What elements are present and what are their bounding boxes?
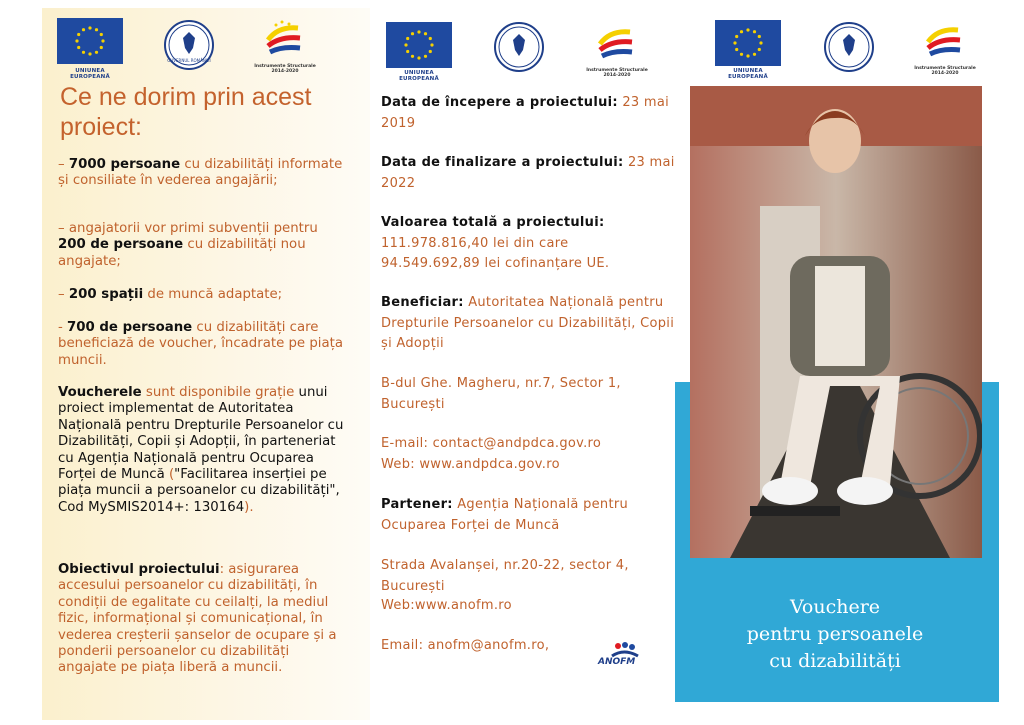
structural-instruments-icon-middle	[594, 22, 640, 66]
bullet-4-text: cu dizabilități care beneficiază de voucher, încadrate pe piața muncii.	[58, 320, 343, 368]
end-date-value: 23 mai 2022	[381, 155, 675, 191]
vouchers-mid: sunt disponibile grație	[141, 385, 299, 400]
bullet-3-text: de muncă adaptate;	[143, 287, 283, 302]
beneficiary-email[interactable]: E-mail: contact@andpdca.gov.ro	[381, 436, 602, 451]
vouchers-black: unui proiect implementat de Autoritatea Națională pentru Drepturile Persoanelor cu Dizabilități, Copii și Adopții, în parteneriat cu Agenția Națională pentru Ocuparea Forței de Muncă	[58, 385, 344, 483]
end-date	[381, 153, 676, 194]
bullet-2	[58, 221, 348, 270]
partner-address-line1: Strada Avalanșei, nr.20-22, sector 4,	[381, 558, 629, 573]
beneficiary-value: Autoritatea Națională pentru Drepturile Persoanelor cu Dizabilități, Copii și Adopții	[381, 295, 675, 351]
brochure-title	[700, 594, 970, 675]
bullet-3	[58, 287, 348, 303]
vouchers-open: (	[164, 467, 175, 483]
partner-email[interactable]: Email: anofm@anofm.ro,	[381, 638, 550, 653]
partner-label: Partener:	[381, 497, 453, 512]
project-value	[381, 213, 676, 275]
start-date-label: Data de începere a proiectului:	[381, 95, 618, 110]
structural-instruments-icon-right	[922, 20, 968, 64]
woman-in-wheelchair-photo	[690, 86, 982, 558]
title-line-2: pentru persoanele	[746, 623, 924, 645]
is-years: 2014-2020	[271, 69, 299, 75]
partner	[381, 495, 676, 536]
eu-label-right: UNIUNEA EUROPEANĂ	[728, 68, 768, 80]
government-seal-icon-middle	[494, 22, 544, 72]
eu-flag-icon-middle	[386, 22, 452, 68]
vouchers-bold: Voucherele	[58, 385, 142, 400]
beneficiary	[381, 293, 676, 355]
partner-address	[381, 556, 676, 597]
objective-colon: : asigurarea	[219, 562, 300, 577]
beneficiary-address: B-dul Ghe. Magheru, nr.7, Sector 1, București	[381, 376, 621, 412]
partner-address-line2: București	[381, 578, 445, 594]
bullet-3-bold: 200 spații	[68, 287, 144, 302]
objective-paragraph	[58, 562, 348, 677]
project-value-line2: 94.549.692,89 lei cofinanțare UE.	[381, 256, 610, 271]
is-label-middle	[585, 68, 649, 79]
bullet-4-dash: -	[58, 320, 68, 335]
is-label	[253, 64, 317, 75]
is-years-middle: 2014-2020	[603, 73, 631, 79]
vouchers-quote: "Facilitarea inserției pe piața muncii a persoanelor cu dizabilități", Cod MySMIS2014+: 130164	[58, 467, 340, 515]
government-seal-icon-right	[824, 22, 874, 72]
anofm-label: ANOFM	[598, 657, 636, 667]
start-date	[381, 93, 676, 134]
vouchers-close: ).	[244, 499, 254, 515]
government-seal-icon	[164, 20, 214, 70]
eu-flag-icon	[57, 18, 123, 64]
project-value-line1: 111.978.816,40 lei din care	[381, 235, 569, 251]
page-heading: Ce ne dorim prin acest proiect:	[60, 83, 312, 141]
bullet-3-dash: –	[58, 287, 69, 302]
partner-value: Agenția Națională pentru Ocuparea Forței de Muncă	[381, 497, 629, 533]
is-label-right	[913, 66, 977, 77]
end-date-label: Data de finalizare a proiectului:	[381, 155, 624, 170]
title-line-1: Vouchere	[789, 596, 881, 618]
objective-bold: Obiectivul proiectului	[58, 562, 220, 577]
bullet-1-text: cu dizabilități informate și consiliate în vederea angajării;	[58, 157, 343, 189]
is-years-right: 2014-2020	[931, 71, 959, 77]
bullet-2-text: – angajatorii vor primi subvenții pentru	[58, 221, 318, 236]
partner-web[interactable]: Web:www.anofm.ro	[381, 598, 512, 613]
beneficiary-label: Beneficiar:	[381, 295, 464, 310]
eu-label: UNIUNEA EUROPEANĂ	[70, 68, 110, 80]
eu-flag-icon-right	[715, 20, 781, 66]
bullet-1	[58, 157, 348, 190]
bullet-2-bold: 200 de persoane	[58, 237, 184, 253]
is-label-text: Instrumente Structurale	[254, 64, 316, 69]
start-date-value: 23 mai 2019	[381, 95, 670, 131]
title-line-3: cu dizabilități	[769, 650, 901, 672]
bullet-1-bold: 7000 persoane	[68, 157, 181, 172]
bullet-4-bold: 700 de persoane	[67, 320, 193, 335]
gov-label: GUVERNUL ROMÂNIEI	[167, 58, 211, 63]
vouchers-paragraph	[58, 385, 348, 516]
structural-instruments-icon	[262, 18, 308, 62]
is-label-text-right: Instrumente Structurale	[914, 66, 976, 71]
project-value-label: Valoarea totală a proiectului:	[381, 215, 605, 230]
eu-label-middle: UNIUNEA EUROPEANĂ	[399, 70, 439, 82]
bullet-1-dash: –	[58, 157, 69, 172]
bullet-2-rest: cu dizabilități nou angajate;	[58, 237, 306, 269]
objective-text: accesului persoanelor cu dizabilități, în condiții de egalitate cu ceilalți, la mediul fizic, informațional și comunicațional, în vederea creșterii șanselor de ocupare și a ponderii persoanelor cu dizabilități angajate pe piața liberă a muncii.	[58, 578, 337, 676]
beneficiary-web[interactable]: Web: www.andpdca.gov.ro	[381, 457, 560, 472]
bullet-4	[58, 320, 348, 369]
is-label-text-middle: Instrumente Structurale	[586, 68, 648, 73]
